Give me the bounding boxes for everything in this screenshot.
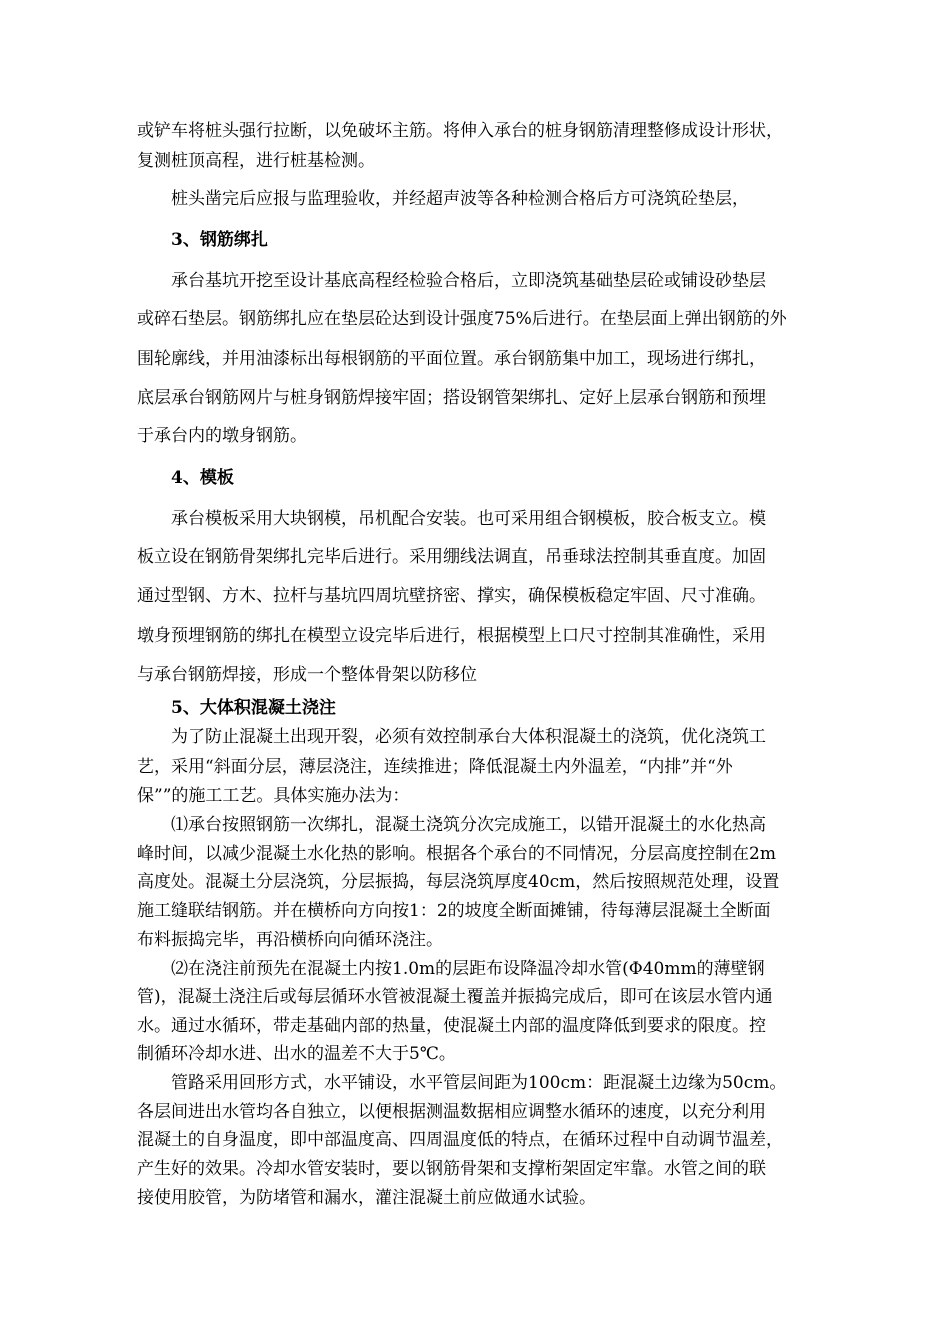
text-line: 产生好的效果。冷却水管安装时，要以钢筋骨架和支撑桁架固定牢靠。水管之间的联 xyxy=(137,1159,766,1179)
text-line: 板立设在钢筋骨架绑扎完毕后进行。采用绷线法调直，吊垂球法控制其垂直度。加固 xyxy=(137,547,766,567)
text-line: 或铲车将桩头强行拉断，以免破坏主筋。将伸入承台的桩身钢筋清理整修成设计形状， xyxy=(137,121,783,141)
text-line: 各层间进出水管均各自独立，以便根据测温数据相应调整水循环的速度，以充分利用 xyxy=(137,1102,766,1122)
text-line: 管路采用回形方式，水平铺设，水平管层间距为100cm：距混凝土边缘为50cm。 xyxy=(171,1073,787,1093)
text-line: 与承台钢筋焊接，形成一个整体骨架以防移位 xyxy=(137,665,477,685)
text-line: 水。通过水循环，带走基础内部的热量，使混凝土内部的温度降低到要求的限度。控 xyxy=(137,1016,766,1036)
text-line: 保””的施工工艺。具体实施办法为： xyxy=(137,786,410,806)
text-line: 接使用胶管，为防堵管和漏水，灌注混凝土前应做通水试验。 xyxy=(137,1188,596,1208)
text-line: 布料振捣完毕，再沿横桥向向循环浇注。 xyxy=(137,930,443,950)
text-line: 高度处。混凝土分层浇筑，分层振捣，每层浇筑厚度40cm，然后按照规范处理，设置 xyxy=(137,872,780,892)
text-line: 或碎石垫层。钢筋绑扎应在垫层砼达到设计强度75%后进行。在垫层面上弹出钢筋的外 xyxy=(137,309,787,329)
text-line: 艺，采用“斜面分层，薄层浇注，连续推进；降低混凝土内外温差，“内排”并“外 xyxy=(137,757,733,777)
text-line: 于承台内的墩身钢筋。 xyxy=(137,426,307,446)
text-line: 底层承台钢筋网片与桩身钢筋焊接牢固；搭设钢管架绑扎、定好上层承台钢筋和预埋 xyxy=(137,388,766,408)
text-line: ⑵在浇注前预先在混凝土内按1.0m的层距布设降温冷却水管(Φ40mm的薄壁钢 xyxy=(171,959,765,979)
text-line: ⑴承台按照钢筋一次绑扎，混凝土浇筑分次完成施工，以错开混凝土的水化热高 xyxy=(171,815,766,835)
text-line: 为了防止混凝土出现开裂，必须有效控制承台大体积混凝土的浇筑，优化浇筑工 xyxy=(171,727,766,747)
text-line: 通过型钢、方木、拉杆与基坑四周坑壁挤密、撑实，确保模板稳定牢固、尺寸准确。 xyxy=(137,586,766,606)
section-heading-rebar: 3、钢筋绑扎 xyxy=(171,230,268,250)
text-line: 峰时间，以减少混凝土水化热的影响。根据各个承台的不同情况，分层高度控制在2m xyxy=(137,844,776,864)
section-heading-formwork: 4、模板 xyxy=(171,468,234,488)
text-line: 施工缝联结钢筋。并在横桥向方向按1：2的坡度全断面摊铺，待每薄层混凝土全断面 xyxy=(137,901,771,921)
text-line: 复测桩顶高程，进行桩基检测。 xyxy=(137,151,375,171)
text-line: 制循环冷却水进、出水的温差不大于5℃。 xyxy=(137,1044,456,1064)
text-line: 管)，混凝土浇注后或每层循环水管被混凝土覆盖并振捣完成后，即可在该层水管内通 xyxy=(137,987,773,1007)
text-line: 围轮廓线，并用油漆标出每根钢筋的平面位置。承台钢筋集中加工，现场进行绑扎， xyxy=(137,349,766,369)
text-line: 承台模板采用大块钢模，吊机配合安装。也可采用组合钢模板，胶合板支立。模 xyxy=(171,509,766,529)
text-line: 承台基坑开挖至设计基底高程经检验合格后，立即浇筑基础垫层砼或铺设砂垫层 xyxy=(171,271,766,291)
section-heading-mass-concrete: 5、大体积混凝土浇注 xyxy=(171,698,336,718)
text-line: 桩头凿完后应报与监理验收，并经超声波等各种检测合格后方可浇筑砼垫层， xyxy=(171,189,749,209)
text-line: 混凝土的自身温度，即中部温度高、四周温度低的特点，在循环过程中自动调节温差， xyxy=(137,1130,783,1150)
text-line: 墩身预埋钢筋的绑扎在模型立设完毕后进行，根据模型上口尺寸控制其准确性，采用 xyxy=(137,626,766,646)
